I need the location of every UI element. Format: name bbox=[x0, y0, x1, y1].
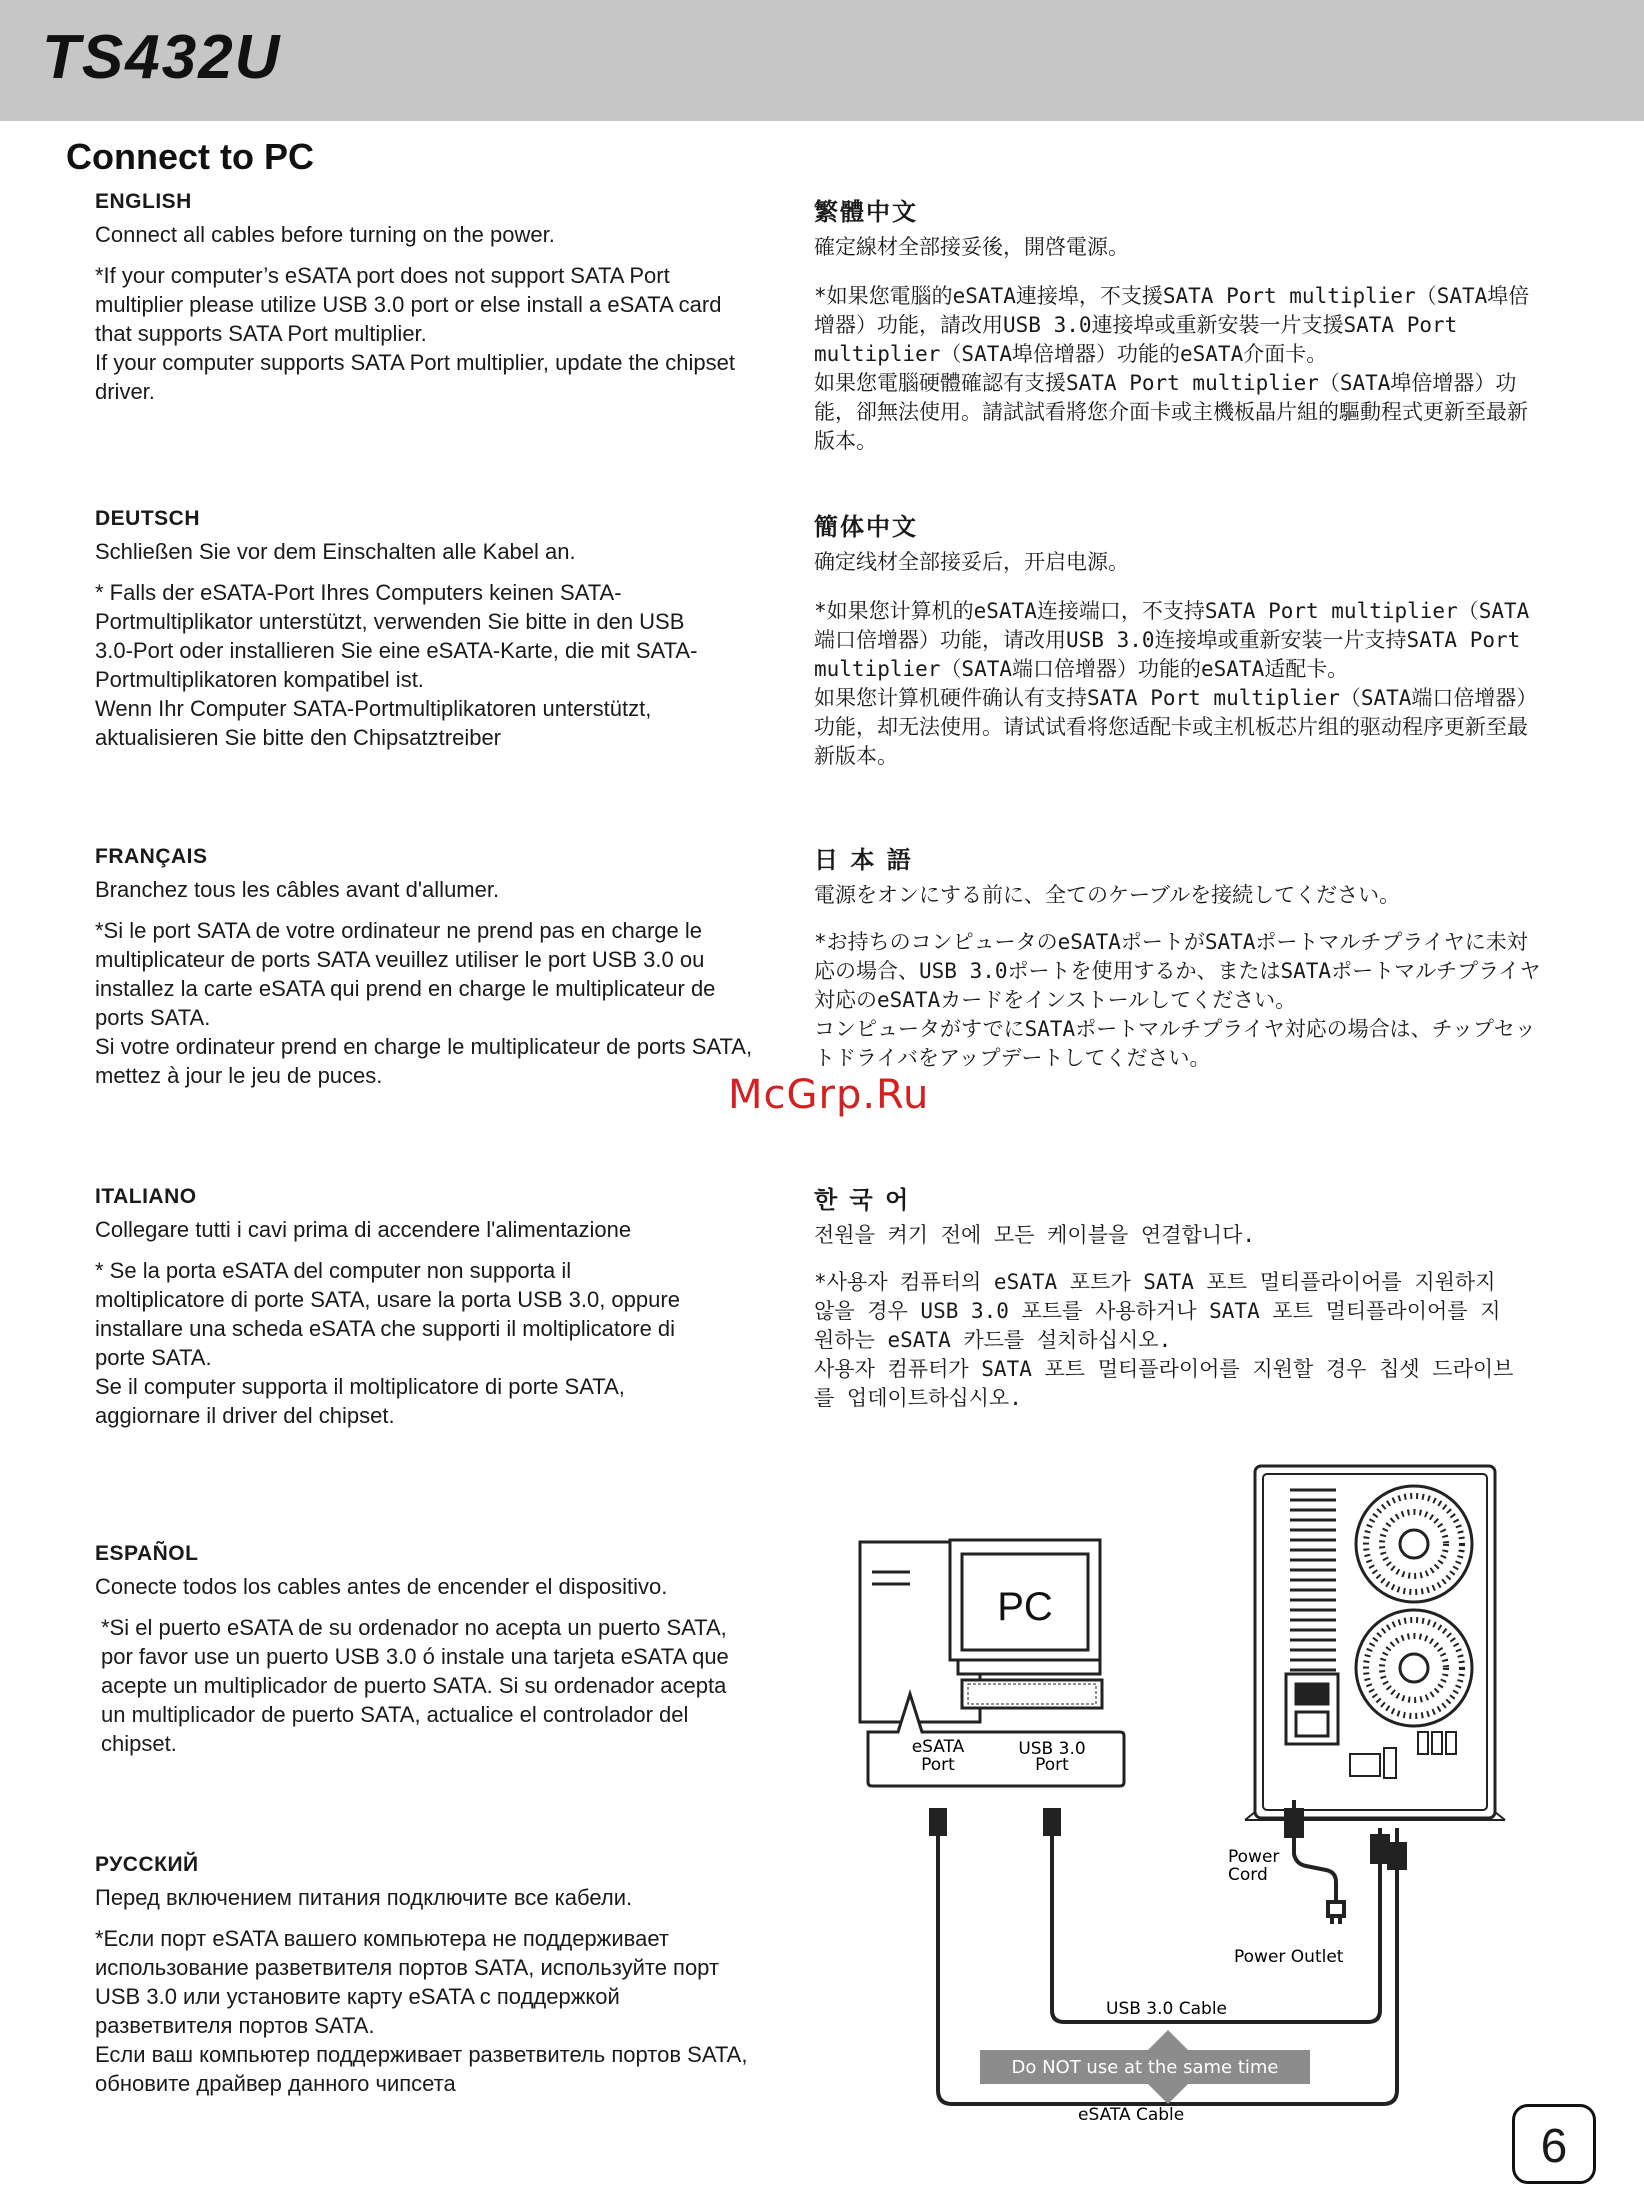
francais-details: *Si le port SATA de votre ordinateur ne prend pas en charge le multiplicateur de ports SATA veuillez utiliser le port USB 3.0 ou installez la carte eSATA qui prend en charge le multiplicateur de ports SATA. Si votre ordinateur prend en charge le multiplicateur de ports SATA, mettez à jour le jeu de puces. bbox=[95, 918, 753, 1088]
connection-diagram bbox=[850, 1462, 1520, 2124]
esata-cable-label: eSATA Cable bbox=[1078, 2105, 1185, 2124]
section-espanol bbox=[95, 1542, 755, 1758]
lang-heading-japanese: 日 本 語 bbox=[814, 846, 913, 874]
espanol-details: *Si el puerto eSATA de su ordenador no acepta un puerto SATA, por favor use un puerto USB 3.0 ó instale una tarjeta eSATA que acepte un multiplicador de puerto SATA. Si su ordenador acepta un multiplicador de puerto SATA, actualice el controlador del chipset. bbox=[101, 1615, 729, 1756]
warning-text: Do NOT use at the same time bbox=[1011, 2057, 1279, 2078]
lang-heading-italiano: ITALIANO bbox=[95, 1185, 197, 1208]
korean-details: *사용자 컴퓨터의 eSATA 포트가 SATA 포트 멀티플라이어를 지원하지 않을 경우 USB 3.0 포트를 사용하거나 SATA 포트 멀티플라이어를 지원하는 eSATA 카드를 설치하십시오. 사용자 컴퓨터가 SATA 포트 멀티플라이어를 지원할 경우 칩셋 드라이브를 업데이트하십시오. bbox=[814, 1270, 1514, 1410]
lang-heading-simp-chinese: 簡体中文 bbox=[814, 513, 918, 541]
section-francais bbox=[95, 845, 755, 1090]
power-cord-label-line1: Power bbox=[1228, 1847, 1280, 1867]
header-bar bbox=[0, 0, 1644, 121]
usb-port-label-line1: USB 3.0 bbox=[1018, 1739, 1086, 1759]
english-details: *If your computer’s eSATA port does not support SATA Port multiplier please utilize USB 3.0 port or else install a eSATA card that supports SATA Port multiplier. If your computer supports SATA Port multiplier, update the chipset driver. bbox=[95, 263, 735, 404]
lang-heading-deutsch: DEUTSCH bbox=[95, 507, 201, 530]
russian-power-note: Перед включением питания подключите все кабели. bbox=[95, 1885, 633, 1910]
usb-cable-label: USB 3.0 Cable bbox=[1106, 1999, 1228, 2019]
keyboard bbox=[962, 1680, 1102, 1708]
simp-chinese-details: *如果您计算机的eSATA连接端口，不支持SATA Port multiplier（SATA端口倍增器）功能，请改用USB 3.0连接埠或重新安装一片支持SATA Port multiplier（SATA端口倍增器）功能的eSATA适配卡。 如果您计算机硬件确认有支持SATA Port multiplier（SATA端口倍增器）功能，却无法使用。请试试看将您适配卡或主机板芯片组的驱动程序更新至最新版本。 bbox=[814, 599, 1538, 768]
italiano-details: * Se la porta eSATA del computer non supporta il moltiplicatore di porte SATA, usare la porta USB 3.0, oppure installare una scheda eSATA che supporti il moltiplicatore di porte SATA. Se il computer supporta il moltiplicatore di porte SATA, aggiornare il driver del chipset. bbox=[95, 1258, 680, 1428]
section-title: Connect to PC bbox=[66, 136, 314, 177]
usb-port-label-line2: Port bbox=[1035, 1755, 1069, 1775]
model-title: TS432U bbox=[42, 23, 282, 92]
section-italiano bbox=[95, 1185, 705, 1430]
section-russian bbox=[95, 1853, 755, 2098]
russian-details: *Если порт eSATA вашего компьютера не поддерживает использование разветвителя портов SATA, используйте порт USB 3.0 или установите карту eSATA с поддержкой разветвителя портов SATA. Если ваш компьютер поддерживает разветвитель портов SATA, обновите драйвер данного чипсета bbox=[95, 1926, 748, 2096]
deutsch-details: * Falls der eSATA-Port Ihres Computers keinen SATA-Portmultiplikator unterstützt, verwenden Sie bitte in den USB 3.0-Port oder installieren Sie eine eSATA-Karte, die mit SATA-Portmultiplikatoren kompatibel ist. Wenn Ihr Computer SATA-Portmultiplikatoren unterstützt, aktualisieren Sie bitte den Chipsatztreiber bbox=[95, 580, 698, 750]
pc-label: PC bbox=[997, 1585, 1053, 1629]
simp-chinese-power-note: 确定线材全部接妥后，开启电源。 bbox=[814, 550, 1129, 574]
english-power-note: Connect all cables before turning on the power. bbox=[95, 222, 555, 247]
lang-heading-trad-chinese: 繁體中文 bbox=[814, 198, 918, 226]
lang-heading-korean: 한 국 어 bbox=[814, 1186, 911, 1214]
esata-port-label-line1: eSATA bbox=[911, 1737, 965, 1757]
lang-heading-espanol: ESPAÑOL bbox=[95, 1542, 199, 1565]
lang-heading-english: ENGLISH bbox=[95, 190, 192, 213]
section-korean bbox=[814, 1180, 1514, 1413]
deutsch-power-note: Schließen Sie vor dem Einschalten alle Kabel an. bbox=[95, 539, 576, 564]
section-trad-chinese bbox=[814, 192, 1544, 456]
page-number: 6 bbox=[1512, 2104, 1596, 2184]
lang-heading-russian: РУССКИЙ bbox=[95, 1853, 199, 1876]
trad-chinese-power-note: 確定線材全部接妥後，開啓電源。 bbox=[814, 235, 1129, 259]
section-english bbox=[95, 190, 755, 406]
japanese-power-note: 電源をオンにする前に、全てのケーブルを接続してください。 bbox=[814, 883, 1401, 907]
section-japanese bbox=[814, 840, 1544, 1073]
lang-heading-francais: FRANÇAIS bbox=[95, 845, 208, 868]
esata-port-label-line2: Port bbox=[921, 1755, 955, 1775]
trad-chinese-details: *如果您電腦的eSATA連接埠，不支援SATA Port multiplier（SATA埠倍增器）功能，請改用USB 3.0連接埠或重新安裝一片支援SATA Port multiplier（SATA埠倍增器）功能的eSATA介面卡。 如果您電腦硬體確認有支援SATA Port multiplier（SATA埠倍增器）功能，卻無法使用。請試試看將您介面卡或主機板晶片組的驅動程式更新至最新版本。 bbox=[814, 284, 1530, 453]
section-simp-chinese bbox=[814, 507, 1544, 771]
power-cord-label-line2: Cord bbox=[1228, 1865, 1268, 1885]
japanese-details: *お持ちのコンピュータのeSATAポートがSATAポートマルチプライヤに未対応の場合、USB 3.0ポートを使用するか、またはSATAポートマルチプライヤ対応のeSATAカードをインストールしてください。 コンピュータがすでにSATAポートマルチプライヤ対応の場合は、チップセットドライバをアップデートしてください。 bbox=[814, 930, 1541, 1070]
watermark-text: McGrp.Ru bbox=[728, 1072, 930, 1118]
power-switch-icon bbox=[1286, 1674, 1338, 1744]
italiano-power-note: Collegare tutti i cavi prima di accendere l'alimentazione bbox=[95, 1217, 632, 1242]
espanol-power-note: Conecte todos los cables antes de encender el dispositivo. bbox=[95, 1574, 668, 1599]
power-outlet-label: Power Outlet bbox=[1234, 1947, 1344, 1967]
francais-power-note: Branchez tous les câbles avant d'allumer. bbox=[95, 877, 500, 902]
korean-power-note: 전원을 켜기 전에 모든 케이블을 연결합니다. bbox=[814, 1223, 1256, 1247]
section-deutsch bbox=[95, 507, 725, 752]
